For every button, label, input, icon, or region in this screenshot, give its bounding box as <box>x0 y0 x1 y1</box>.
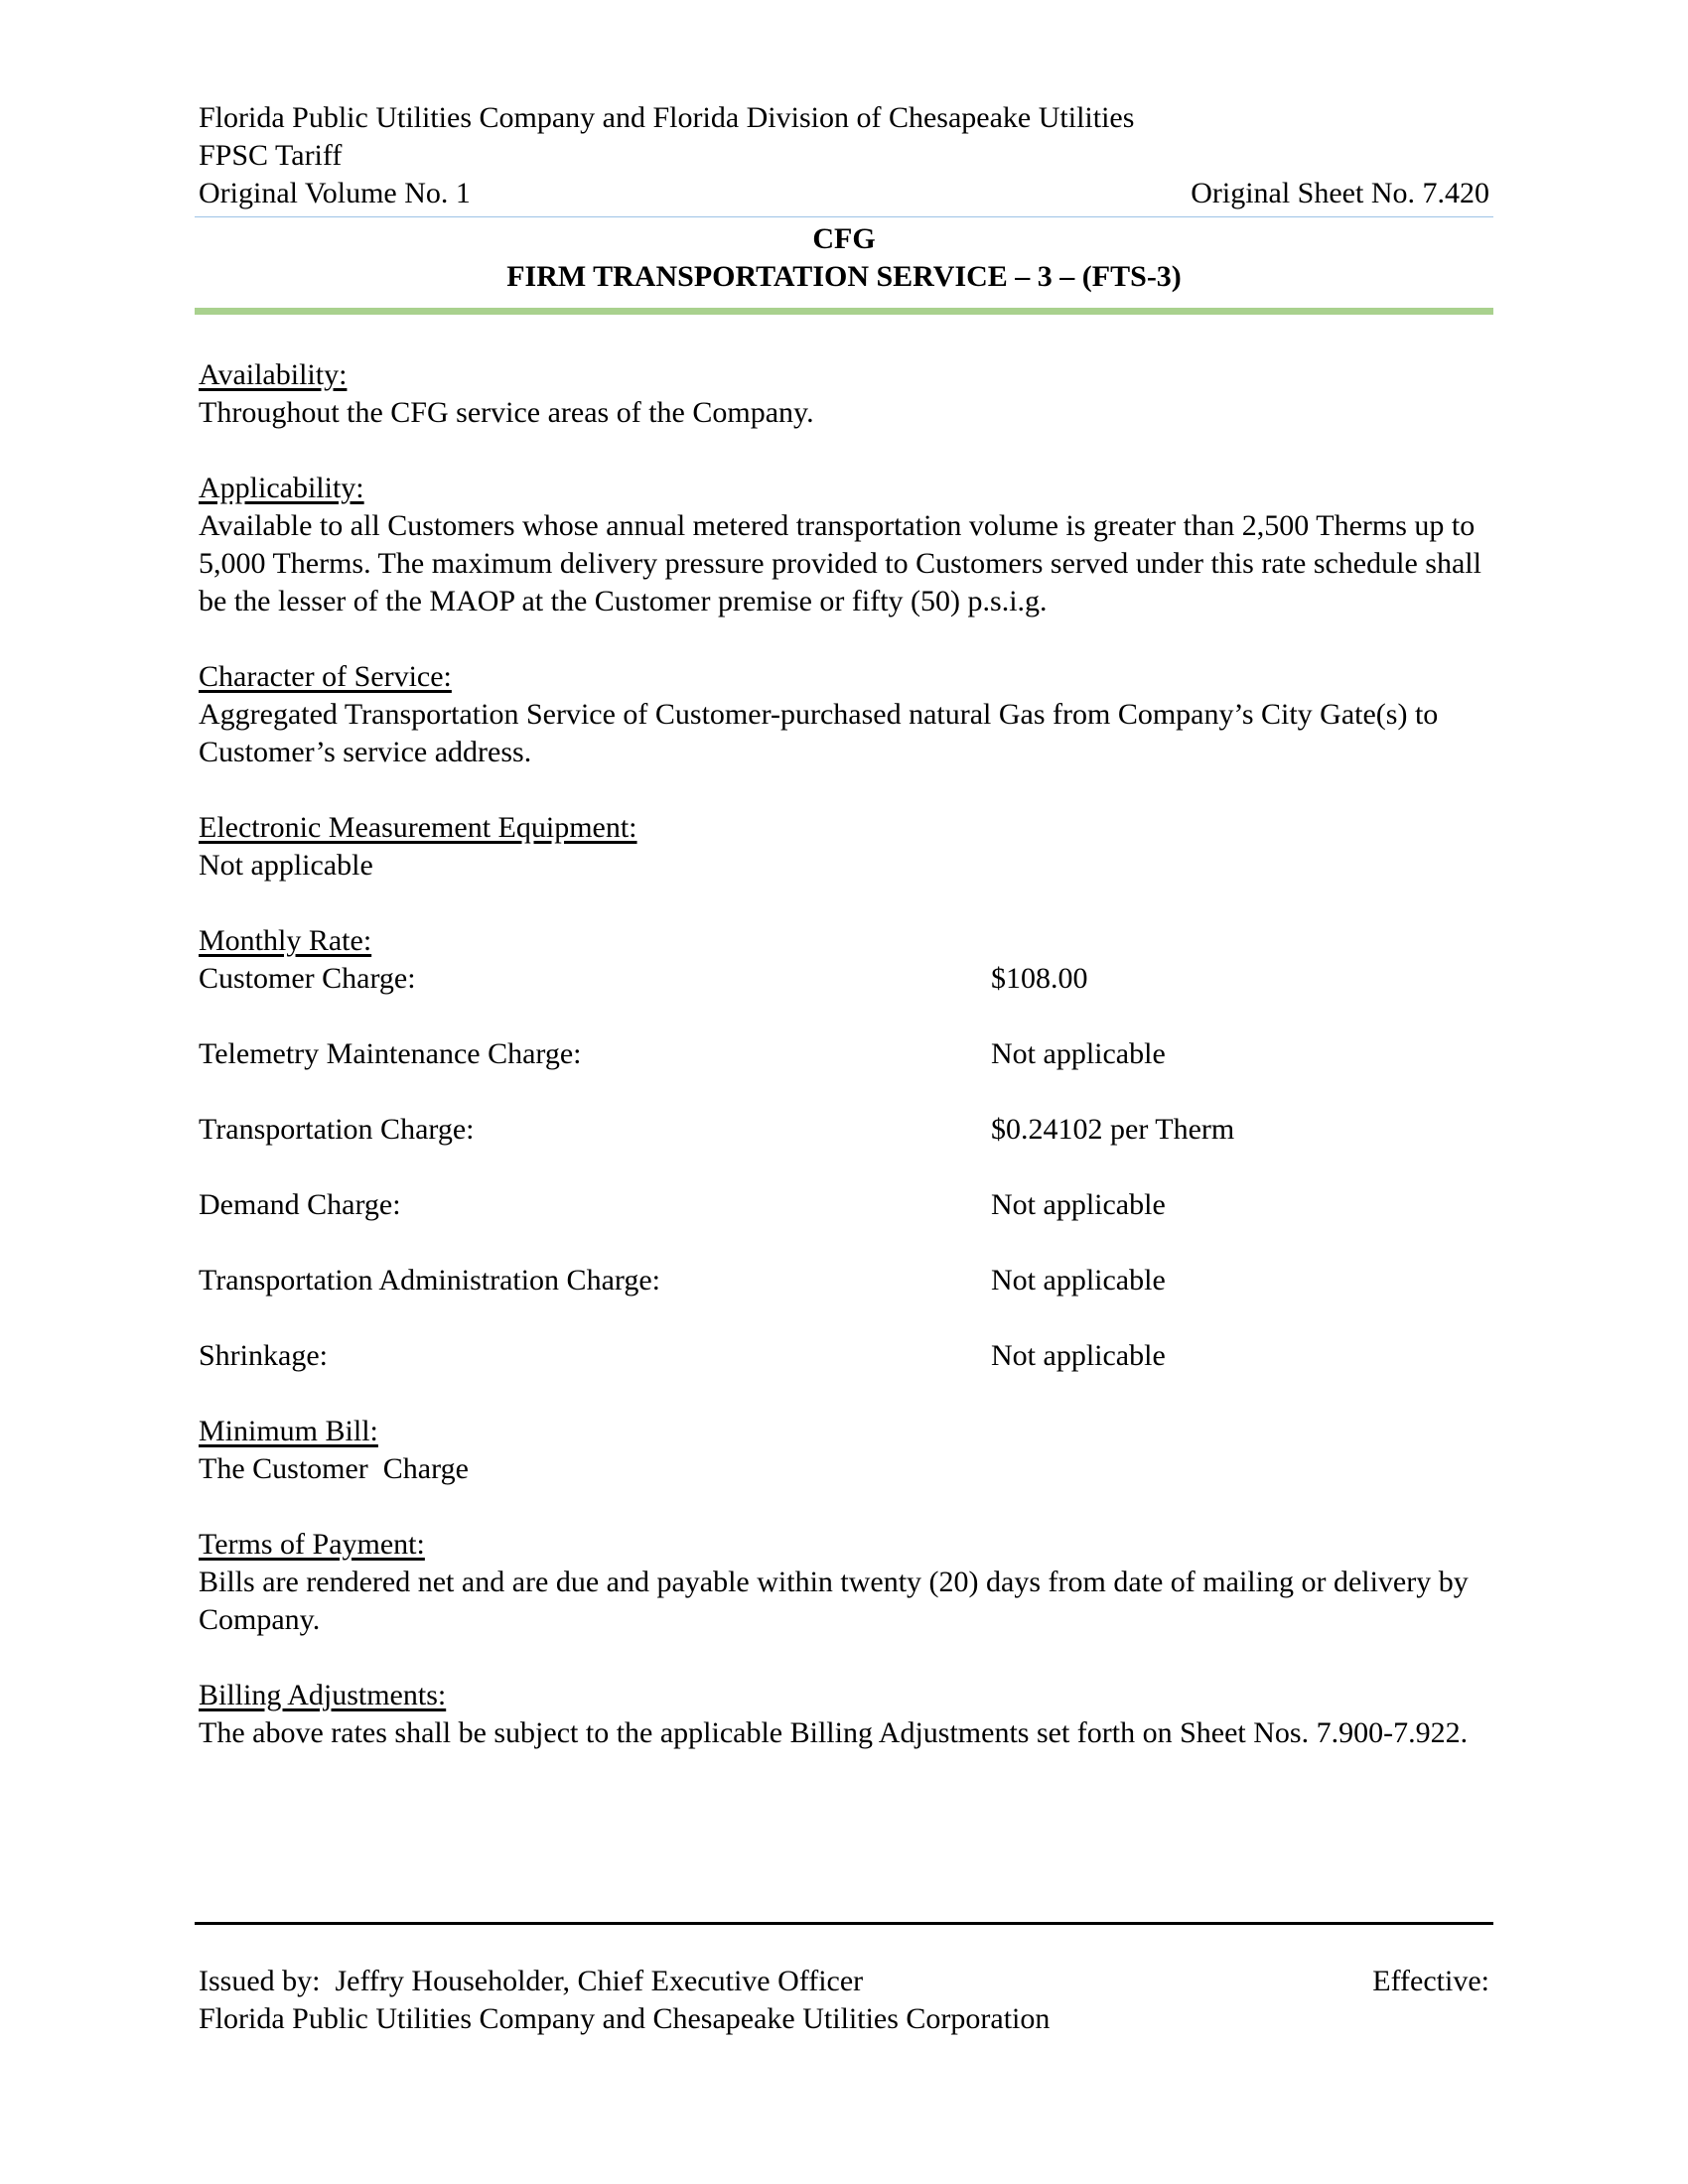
section-monthly-rate <box>199 922 1489 1375</box>
section-minimum-bill <box>199 1413 1489 1488</box>
rate-label: Demand Charge: <box>199 1188 401 1221</box>
document-body <box>199 356 1489 1752</box>
tariff-sheet <box>199 99 1489 1790</box>
section-text: Aggregated Transportation Service of Customer-purchased natural Gas from Company’s City Gate(s) to Customer’s service address. <box>199 698 1439 768</box>
rate-label: Transportation Administration Charge: <box>199 1264 660 1297</box>
rate-label: Customer Charge: <box>199 962 416 995</box>
section-text: The Customer Charge <box>199 1452 469 1485</box>
section-heading: Availability: <box>199 358 348 391</box>
rate-value: Not applicable <box>991 1188 1166 1221</box>
footer-divider <box>195 1922 1493 1925</box>
footer-company: Florida Public Utilities Company and Chesapeake Utilities Corporation <box>199 2002 1051 2035</box>
rate-value: Not applicable <box>991 1339 1166 1372</box>
section-character-of-service <box>199 658 1489 771</box>
section-text: Bills are rendered net and are due and payable within twenty (20) days from date of mailing or delivery by Company. <box>199 1566 1469 1636</box>
section-text: Not applicable <box>199 849 373 882</box>
rate-value: Not applicable <box>991 1037 1166 1070</box>
section-heading: Electronic Measurement Equipment: <box>199 811 637 844</box>
rate-row <box>199 960 1489 998</box>
effective-label: Effective: <box>1372 1965 1489 1997</box>
header-tariff: FPSC Tariff <box>199 139 343 172</box>
footer-text <box>195 1963 1493 2038</box>
rate-value: Not applicable <box>991 1264 1166 1297</box>
rate-row <box>199 1035 1489 1073</box>
rate-row <box>199 1337 1489 1375</box>
footer-issued-row <box>199 1963 1489 2000</box>
section-heading: Terms of Payment: <box>199 1528 425 1561</box>
section-heading: Billing Adjustments: <box>199 1679 447 1711</box>
rate-row <box>199 1111 1489 1149</box>
issued-by: Issued by: Jeffry Householder, Chief Executive Officer <box>199 1965 864 1997</box>
page-footer <box>195 1922 1493 2038</box>
rate-label: Telemetry Maintenance Charge: <box>199 1037 582 1070</box>
header-divider <box>195 216 1493 217</box>
header-volume: Original Volume No. 1 <box>199 177 471 209</box>
title-line-2: FIRM TRANSPORTATION SERVICE – 3 – (FTS-3) <box>506 260 1182 293</box>
section-heading: Monthly Rate: <box>199 924 372 957</box>
header-company: Florida Public Utilities Company and Florida Division of Chesapeake Utilities <box>199 101 1135 134</box>
section-text: Throughout the CFG service areas of the Company. <box>199 396 814 429</box>
section-measurement-equipment <box>199 809 1489 885</box>
rate-label: Transportation Charge: <box>199 1113 475 1146</box>
rate-value: $108.00 <box>991 962 1088 995</box>
section-heading: Minimum Bill: <box>199 1415 378 1447</box>
title-line-1: CFG <box>812 222 876 255</box>
section-heading: Applicability: <box>199 472 364 504</box>
header-volume-row <box>199 175 1489 212</box>
page-title <box>199 220 1489 296</box>
header-sheet-number: Original Sheet No. 7.420 <box>1191 177 1489 209</box>
section-availability <box>199 356 1489 432</box>
section-heading: Character of Service: <box>199 660 452 693</box>
rate-value: $0.24102 per Therm <box>991 1113 1235 1146</box>
section-terms-of-payment <box>199 1526 1489 1639</box>
rate-row <box>199 1186 1489 1224</box>
title-divider <box>195 308 1493 315</box>
section-applicability <box>199 470 1489 620</box>
rate-label: Shrinkage: <box>199 1339 328 1372</box>
section-billing-adjustments <box>199 1677 1489 1752</box>
section-text: Available to all Customers whose annual metered transportation volume is greater than 2,500 Therms up to 5,000 Therms. The maximum delivery pressure provided to Customers served under this rate schedule shall be the lesser of the MAOP at the Customer premise or fifty (50) p.s.i.g. <box>199 509 1481 617</box>
rate-row <box>199 1262 1489 1299</box>
section-text: The above rates shall be subject to the applicable Billing Adjustments set forth on Sheet Nos. 7.900-7.922. <box>199 1716 1469 1749</box>
